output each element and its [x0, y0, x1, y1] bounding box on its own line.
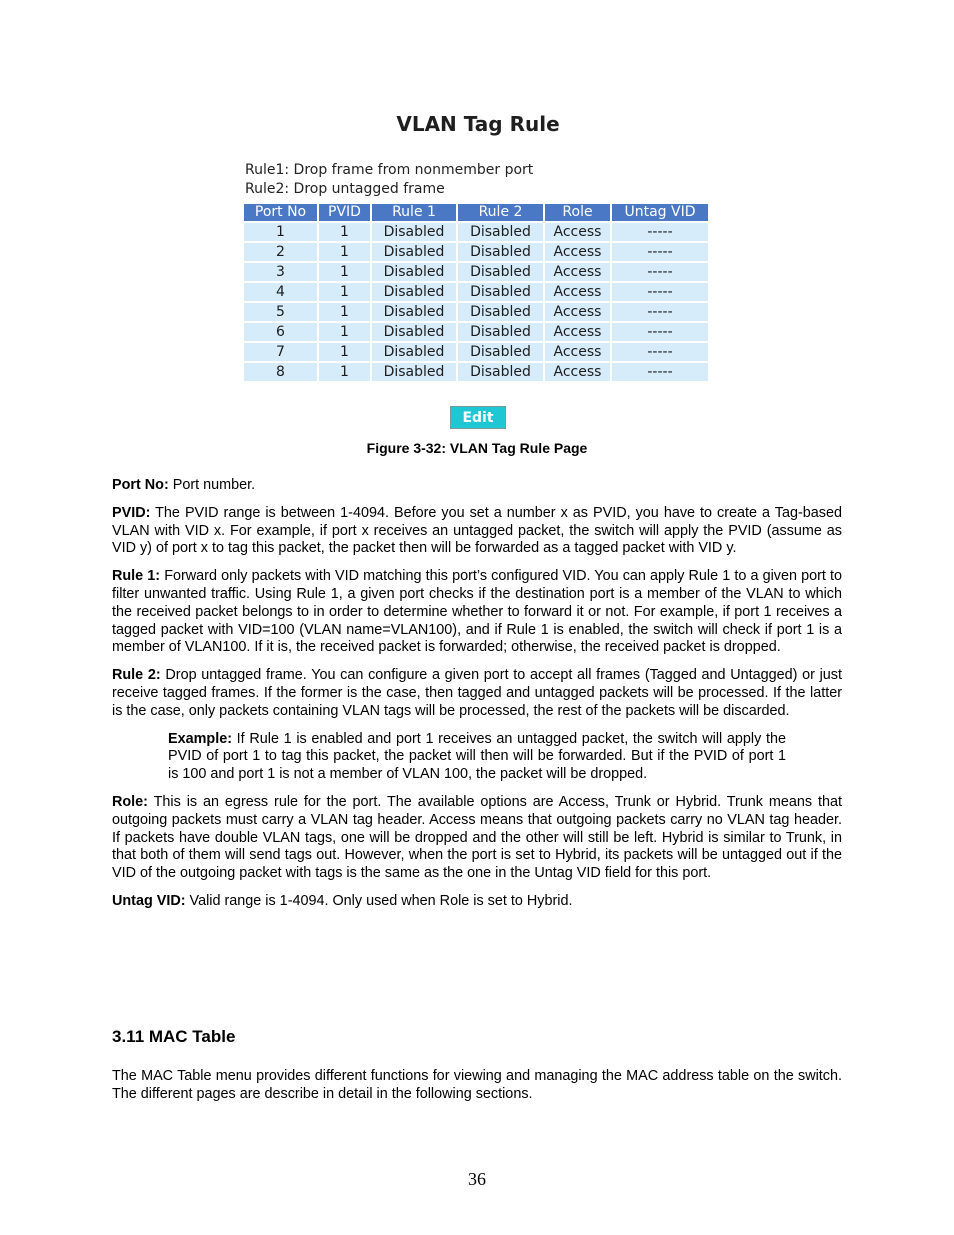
column-header-pvid: PVID: [319, 204, 370, 221]
cell-port-no: 4: [244, 283, 317, 301]
cell-role: Access: [545, 323, 610, 341]
para-untag-vid: Untag VID: Valid range is 1-4094. Only used when Role is set to Hybrid.: [112, 892, 573, 909]
table-row: [244, 223, 708, 241]
cell-untag-vid: -----: [612, 303, 708, 321]
cell-rule2: Disabled: [458, 343, 543, 361]
figure-caption: Figure 3-32: VLAN Tag Rule Page: [366, 440, 588, 456]
cell-port-no: 7: [244, 343, 317, 361]
cell-rule2: Disabled: [458, 243, 543, 261]
table-row: [244, 243, 708, 261]
column-header-role: Role: [545, 204, 610, 221]
section-heading: 3.11 MAC Table: [112, 1027, 236, 1046]
cell-port-no: 8: [244, 363, 317, 381]
rule1-legend: Rule1: Drop frame from nonmember port: [245, 162, 534, 178]
para-mac-table: The MAC Table menu provides different functions for viewing and managing the MAC address table on the switch. The different pages are describe in detail in the following sections.: [112, 1068, 842, 1102]
cell-pvid: 1: [319, 363, 370, 381]
cell-pvid: 1: [319, 283, 370, 301]
cell-role: Access: [545, 303, 610, 321]
cell-pvid: 1: [319, 223, 370, 241]
cell-pvid: 1: [319, 303, 370, 321]
cell-pvid: 1: [319, 323, 370, 341]
cell-untag-vid: -----: [612, 363, 708, 381]
rule-legend: [243, 161, 713, 199]
cell-role: Access: [545, 363, 610, 381]
cell-untag-vid: -----: [612, 223, 708, 241]
cell-port-no: 3: [244, 263, 317, 281]
cell-port-no: 6: [244, 323, 317, 341]
cell-untag-vid: -----: [612, 323, 708, 341]
cell-rule2: Disabled: [458, 223, 543, 241]
cell-pvid: 1: [319, 343, 370, 361]
cell-rule1: Disabled: [372, 323, 456, 341]
section-text: [112, 1068, 842, 1104]
cell-rule1: Disabled: [372, 303, 456, 321]
cell-rule1: Disabled: [372, 283, 456, 301]
table-header-row: [244, 204, 708, 221]
cell-rule1: Disabled: [372, 343, 456, 361]
para-pvid: PVID: The PVID range is between 1-4094. Before you set a number x as PVID, you have to create a Tag-based VLAN with VID x. For example, if port x receives an untagged packet, the switch will apply the PVID (assume as VID y) of port x to tag this packet, the packet then will be forwarded as a tagged packet with VID y.: [112, 504, 842, 557]
cell-untag-vid: -----: [612, 263, 708, 281]
table-row: [244, 363, 708, 381]
screenshot-title: VLAN Tag Rule: [396, 112, 560, 136]
cell-rule2: Disabled: [458, 363, 543, 381]
rule2-legend: Rule2: Drop untagged frame: [245, 181, 445, 197]
vlan-tag-rule-table: [242, 202, 710, 383]
page-number: 36: [468, 1169, 486, 1189]
column-header-rule1: Rule 1: [372, 204, 456, 221]
cell-untag-vid: -----: [612, 283, 708, 301]
cell-role: Access: [545, 223, 610, 241]
column-header-port-no: Port No: [244, 204, 317, 221]
cell-port-no: 5: [244, 303, 317, 321]
cell-rule2: Disabled: [458, 263, 543, 281]
cell-rule1: Disabled: [372, 223, 456, 241]
cell-pvid: 1: [319, 263, 370, 281]
para-rule1: Rule 1: Forward only packets with VID matching this port’s configured VID. You can apply Rule 1 to a given port to filter unwanted traffic. Using Rule 1, a given port checks if the destination port is a member of the VLAN to which the received packet belongs to in order to determine whether to forward it or not. For example, if port 1 receives a tagged packet with VID=100 (VLAN name=VLAN100), and if Rule 1 is enabled, the switch will check if port 1 is a member of VLAN100. If it is, the received packet is forwarded; otherwise, the received packet is dropped.: [112, 568, 842, 656]
column-header-rule2: Rule 2: [458, 204, 543, 221]
cell-rule2: Disabled: [458, 303, 543, 321]
table-row: [244, 263, 708, 281]
cell-port-no: 2: [244, 243, 317, 261]
cell-pvid: 1: [319, 243, 370, 261]
cell-rule1: Disabled: [372, 243, 456, 261]
vlan-tag-rule-screenshot: [243, 108, 713, 383]
column-header-untag-vid: Untag VID: [612, 204, 708, 221]
para-rule2: Rule 2: Drop untagged frame. You can configure a given port to accept all frames (Tagged and Untagged) or just receive tagged frames. If the former is the case, then tagged and untagged packets will be processed. If the latter is the case, only packets containing VLAN tags will be processed, the rest of the packets will be discarded.: [112, 667, 843, 719]
para-role: Role: This is an egress rule for the port. The available options are Access, Trunk or Hybrid. Trunk means that outgoing packets must carry a VLAN tag header. Access means that outgoing packets carry no VLAN tag header. If packets have double VLAN tags, one will be dropped and the other will still be left. Hybrid is similar to Trunk, in that both of them will send tags out. However, when the port is set to Hybrid, its packets will be untagged out if the VID of the outgoing packet with tags is the same as the one in the Untag VID field for this port.: [112, 793, 842, 882]
cell-rule2: Disabled: [458, 323, 543, 341]
table-body: [244, 223, 708, 381]
cell-rule2: Disabled: [458, 283, 543, 301]
cell-untag-vid: -----: [612, 243, 708, 261]
body-text: [112, 477, 842, 911]
cell-port-no: 1: [244, 223, 317, 241]
cell-untag-vid: -----: [612, 343, 708, 361]
table-row: [244, 283, 708, 301]
para-example: Example: If Rule 1 is enabled and port 1 receives an untagged packet, the switch will apply the PVID of port 1 to tag this packet, the packet will then will be forwarded. But if the PVID of port 1 is 100 and port 1 is not a member of VLAN 100, the packet will be dropped.: [168, 730, 786, 783]
cell-role: Access: [545, 283, 610, 301]
edit-button[interactable]: Edit: [450, 406, 506, 429]
cell-role: Access: [545, 343, 610, 361]
cell-rule1: Disabled: [372, 263, 456, 281]
cell-role: Access: [545, 263, 610, 281]
table-row: [244, 303, 708, 321]
para-port-no: Port No: Port number.: [112, 477, 256, 493]
table-row: [244, 343, 708, 361]
cell-role: Access: [545, 243, 610, 261]
table-row: [244, 323, 708, 341]
cell-rule1: Disabled: [372, 363, 456, 381]
